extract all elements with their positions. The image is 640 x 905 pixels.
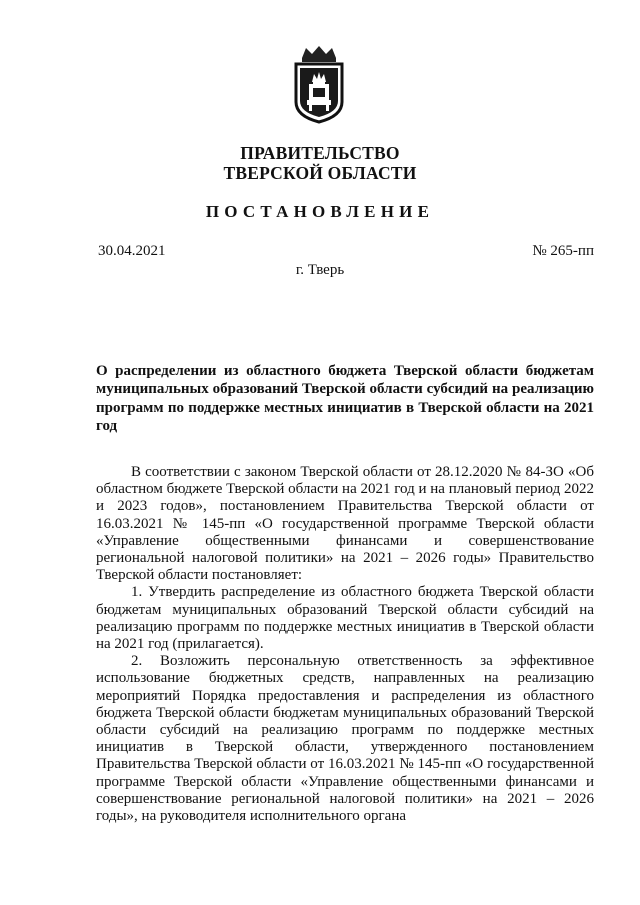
paragraph-preamble: В соответствии с законом Тверской области от 28.12.2020 № 84-ЗО «Об областном бюджете Тверской области на 2021 год и на плановый период 2022 и 2023 годов», постановлением Правительства Тверской области от 16.03.2021 № 145-пп «О государственной программе Тверской области «Управление общественными финансами и совершенствование региональной налоговой политики» на 2021 – 2026 годы» Правительство Тверской области постановляет: xyxy=(96,464,594,584)
paragraph-item-1: 1. Утвердить распределение из областного бюджета Тверской области бюджетам муниципальных образований Тверской области субсидий на реализацию программ по поддержке местных инициатив в Тверской области на 2021 год (прилагается). xyxy=(96,584,594,653)
document-city: г. Тверь xyxy=(295,262,345,278)
document-type: ПОСТАНОВЛЕНИЕ xyxy=(205,202,435,221)
government-name-line1: ПРАВИТЕЛЬСТВО xyxy=(240,143,400,163)
government-name-line2: ТВЕРСКОЙ ОБЛАСТИ xyxy=(223,163,417,183)
document-title: О распределении из областного бюджета Тверской области бюджетам муниципальных образований Тверской области субсидий на реализацию программ по поддержке местных инициатив в Тверской области на 2021 год xyxy=(96,363,594,435)
document-body xyxy=(96,464,594,825)
document-date: 30.04.2021 xyxy=(98,243,166,259)
coat-of-arms-icon xyxy=(288,44,350,124)
paragraph-item-2: 2. Возложить персональную ответственность за эффективное использование бюджетных средств, направленных на реализацию мероприятий Порядка предоставления и распределения из областного бюджета Тверской области бюджетам муниципальных образований Тверской области субсидий на реализацию программ по поддержке местных инициатив в Тверской области, утвержденного постановлением Правительства Тверской области от 16.03.2021 № 145-пп «О государственной программе Тверской области «Управление общественными финансами и совершенствование региональной налоговой политики» на 2021 – 2026 годы», на руководителя исполнительного органа xyxy=(96,653,594,825)
document-number: № 265-пп xyxy=(532,243,594,259)
